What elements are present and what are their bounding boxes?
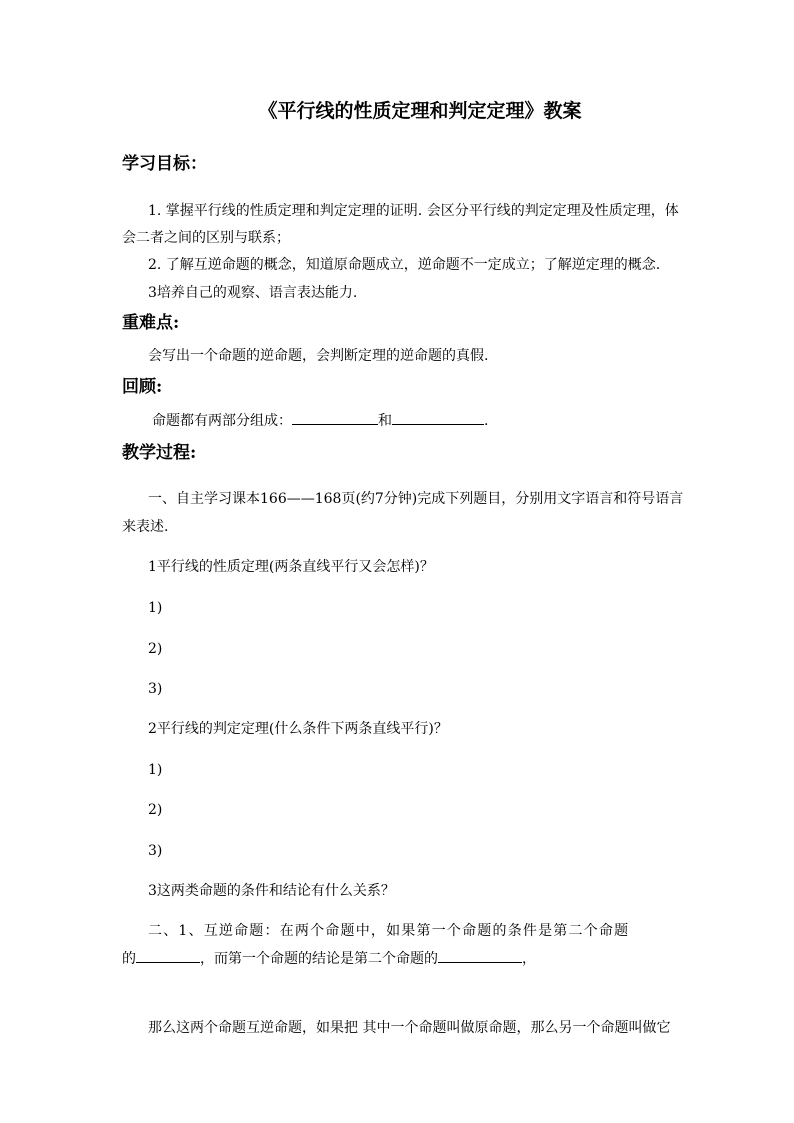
step-2-line-2 bbox=[122, 948, 536, 969]
review-line bbox=[152, 410, 488, 431]
process-heading: 教学过程: bbox=[122, 443, 197, 463]
key-points-text: 会写出一个命题的逆命题，会判断定理的逆命题的真假. bbox=[148, 348, 489, 364]
question-2-item: 1) bbox=[148, 762, 163, 778]
step-2-line-3: 那么这两个命题互逆命题，如果把 其中一个命题叫做原命题，那么另一个命题叫做它 bbox=[148, 1020, 671, 1036]
question-1-item: 2) bbox=[148, 641, 163, 657]
step-1-line-1: 一、自主学习课本166——168页(约7分钟)完成下列题目，分别用文字语言和符号语言 bbox=[148, 491, 684, 507]
review-and: 和 bbox=[378, 413, 392, 429]
question-1-item: 3) bbox=[148, 681, 163, 697]
document-title: 《平行线的性质定理和判定定理》教案 bbox=[258, 100, 582, 122]
question-2-item: 3) bbox=[148, 843, 163, 859]
question-3: 3这两类命题的条件和结论有什么关系？ bbox=[148, 883, 395, 899]
step-2-line-1: 二、1、互逆命题：在两个命题中，如果第一个命题的条件是第二个命题 bbox=[148, 923, 630, 939]
goal-1-line-2: 会二者之间的区别与联系； bbox=[122, 230, 290, 246]
goal-2: 2. 了解互逆命题的概念，知道原命题成立，逆命题不一定成立；了解逆定理的概念. bbox=[148, 257, 661, 273]
goal-1-line-1: 1. 掌握平行线的性质定理和判定定理的证明. 会区分平行线的判定定理及性质定理，体 bbox=[148, 203, 679, 219]
step-1-line-2: 来表述. bbox=[122, 519, 169, 535]
goals-heading: 学习目标： bbox=[122, 154, 207, 174]
review-heading: 回顾: bbox=[122, 377, 163, 397]
step-2-blank-2 bbox=[438, 948, 522, 963]
question-2-item: 2) bbox=[148, 802, 163, 818]
key-points-heading: 重难点: bbox=[122, 313, 180, 333]
step-2-prefix: 的 bbox=[122, 951, 136, 967]
step-2-mid: ，而第一个命题的结论是第二个命题的 bbox=[200, 951, 438, 967]
review-end: . bbox=[484, 413, 489, 429]
question-1-item: 1) bbox=[148, 600, 163, 616]
review-blank-2 bbox=[392, 410, 484, 425]
goal-3: 3培养自己的观察、语言表达能力. bbox=[148, 285, 358, 301]
review-prefix: 命题都有两部分组成： bbox=[152, 413, 292, 429]
step-2-blank-1 bbox=[136, 948, 200, 963]
step-2-end: ， bbox=[522, 951, 536, 967]
question-1: 1平行线的性质定理(两条直线平行又会怎样)？ bbox=[148, 559, 434, 575]
review-blank-1 bbox=[292, 410, 378, 425]
question-2: 2平行线的判定定理(什么条件下两条直线平行)？ bbox=[148, 721, 448, 737]
